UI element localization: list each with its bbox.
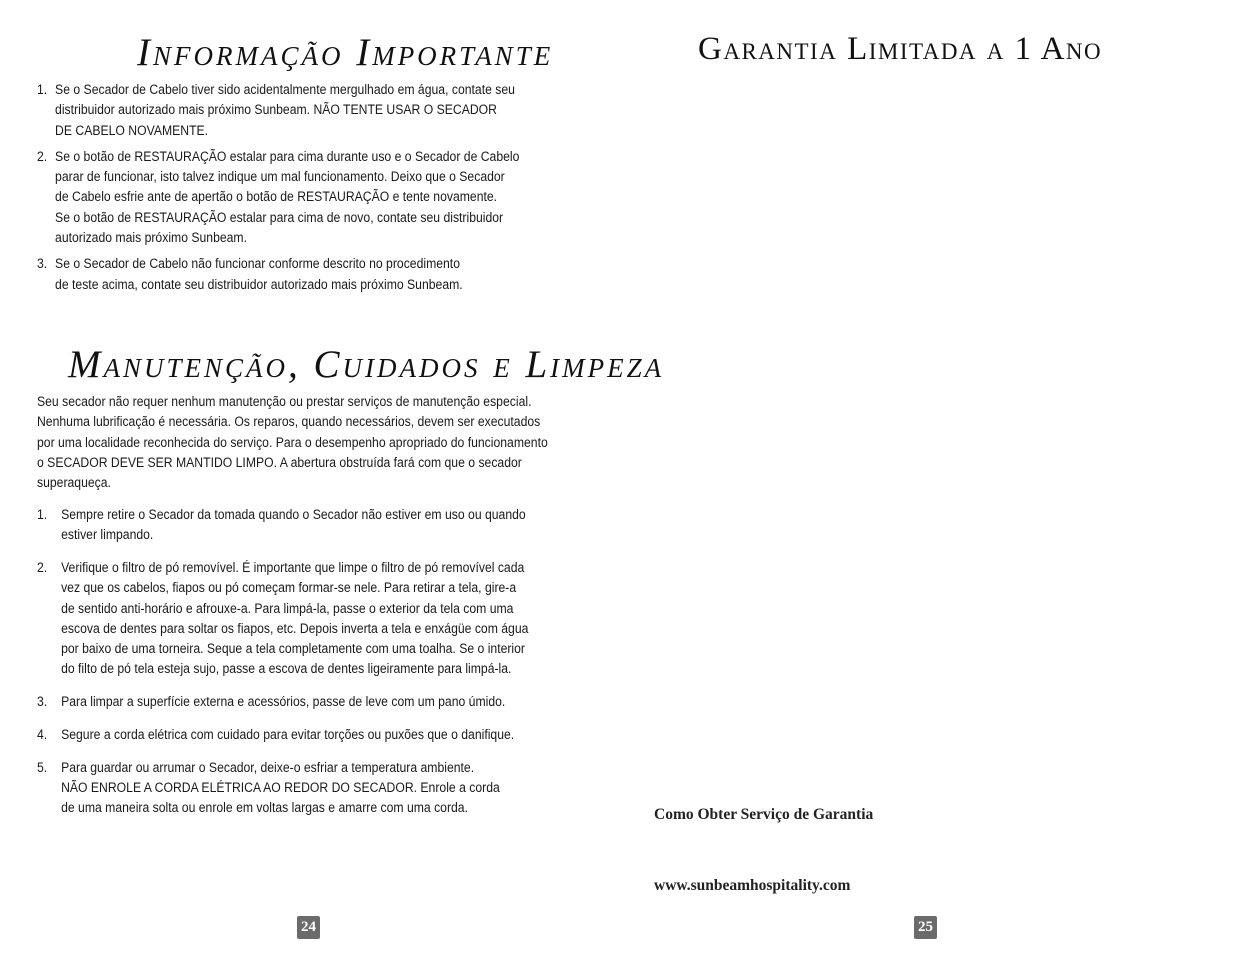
list-number: 4.	[37, 726, 48, 743]
list-line: Se o Secador de Cabelo tiver sido acidentalmente mergulhado em água, contate seu	[55, 82, 515, 98]
list-item	[37, 558, 528, 680]
list-line: Se o botão de RESTAURAÇÃO estalar para cima durante uso e o Secador de Cabelo	[55, 148, 520, 165]
list-item	[37, 505, 528, 546]
list-line: estiver limpando.	[61, 527, 154, 544]
list-text	[37, 725, 528, 745]
list-line: distribuidor autorizado mais próximo Sunbeam. NÃO TENTE USAR O SECADOR	[55, 102, 497, 119]
intro-line: por uma localidade reconhecida do serviço. Para o desempenho apropriado do funcionamento	[37, 434, 548, 451]
list-number: 1.	[37, 82, 48, 98]
intro-line: Nenhuma lubrificação é necessária. Os reparos, quando necessários, devem ser executados	[37, 414, 541, 431]
list-number: 1.	[37, 507, 48, 523]
list-item	[37, 725, 528, 745]
list-item	[37, 254, 519, 295]
list-text	[37, 80, 519, 141]
list-line: autorizado mais próximo Sunbeam.	[55, 230, 247, 247]
list-item	[37, 758, 528, 819]
intro-line: o SECADOR DEVE SER MANTIDO LIMPO. A abertura obstruída fará com que o secador	[37, 454, 522, 471]
list-number: 2.	[37, 148, 48, 165]
list-text	[37, 758, 528, 819]
list-line: do filto de pó tela esteja sujo, passe a escova de dentes ligeiramente para limpá-la.	[61, 661, 512, 678]
list-line: de Cabelo esfrie ante de apertão o botão de RESTAURAÇÃO e tente novamente.	[55, 189, 498, 206]
list-text	[37, 254, 519, 295]
intro-line: Seu secador não requer nenhum manutenção ou prestar serviços de manutenção especial.	[37, 394, 532, 410]
page-number-badge: 24	[297, 916, 320, 939]
list-item	[37, 80, 519, 141]
maintenance-title: Manutenção, Cuidados e Limpeza	[68, 343, 665, 386]
list-line: Se o Secador de Cabelo não funcionar conforme descrito no procedimento	[55, 256, 460, 273]
intro-line: superaqueça.	[37, 475, 111, 492]
list-line: de uma maneira solta ou enrole em voltas largas e amarre com uma corda.	[61, 800, 468, 817]
list-line: parar de funcionar, isto talvez indique um mal funcionamento. Deixo que o Secador	[55, 169, 505, 186]
list-line: Verifique o filtro de pó removível. É importante que limpe o filtro de pó removível cada	[61, 559, 525, 576]
warranty-service-heading: Como Obter Serviço de Garantia	[654, 806, 874, 823]
info-title: Informação Importante	[137, 31, 554, 74]
list-line: de sentido anti-horário e afrouxe-a. Para limpá-la, passe o exterior da tela com uma	[61, 600, 514, 617]
right-page	[618, 0, 1235, 954]
list-number: 3.	[37, 694, 48, 711]
list-line: Se o botão de RESTAURAÇÃO estalar para cima de novo, contate seu distribuidor	[55, 209, 504, 226]
list-line: Segure a corda elétrica com cuidado para evitar torções ou puxões que o danifique.	[61, 726, 515, 743]
maintenance-list	[37, 505, 528, 831]
list-line: Sempre retire o Secador da tomada quando o Secador não estiver em uso ou quando	[61, 507, 526, 523]
list-item	[37, 692, 528, 712]
list-line: Para limpar a superfície externa e acessórios, passe de leve com um pano úmido.	[61, 694, 506, 711]
warranty-title: Garantia Limitada a 1 Ano	[698, 31, 1103, 67]
list-line: de teste acima, contate seu distribuidor autorizado mais próximo Sunbeam.	[55, 276, 463, 293]
list-line: por baixo de uma torneira. Seque a tela completamente com uma toalha. Se o interior	[61, 641, 525, 658]
list-number: 3.	[37, 256, 48, 273]
list-text	[37, 147, 519, 248]
info-list	[37, 80, 519, 301]
list-line: vez que os cabelos, fiapos ou pó começam formar-se nele. Para retirar a tela, gire-a	[61, 580, 517, 597]
maintenance-intro	[37, 392, 548, 493]
list-number: 5.	[37, 759, 48, 776]
list-text	[37, 505, 528, 546]
list-text	[37, 558, 528, 680]
list-line: DE CABELO NOVAMENTE.	[55, 122, 209, 139]
list-text	[37, 692, 528, 712]
list-number: 2.	[37, 559, 48, 576]
list-item	[37, 147, 519, 248]
list-line: Para guardar ou arrumar o Secador, deixe-o esfriar a temperatura ambiente.	[61, 759, 475, 776]
list-line: NÃO ENROLE A CORDA ELÉTRICA AO REDOR DO SECADOR. Enrole a corda	[61, 779, 500, 796]
list-line: escova de dentes para soltar os fiapos, etc. Depois inverta a tela e enxágüe com água	[61, 620, 529, 637]
website-link[interactable]: www.sunbeamhospitality.com	[654, 877, 851, 894]
page-number-badge: 25	[914, 916, 937, 939]
